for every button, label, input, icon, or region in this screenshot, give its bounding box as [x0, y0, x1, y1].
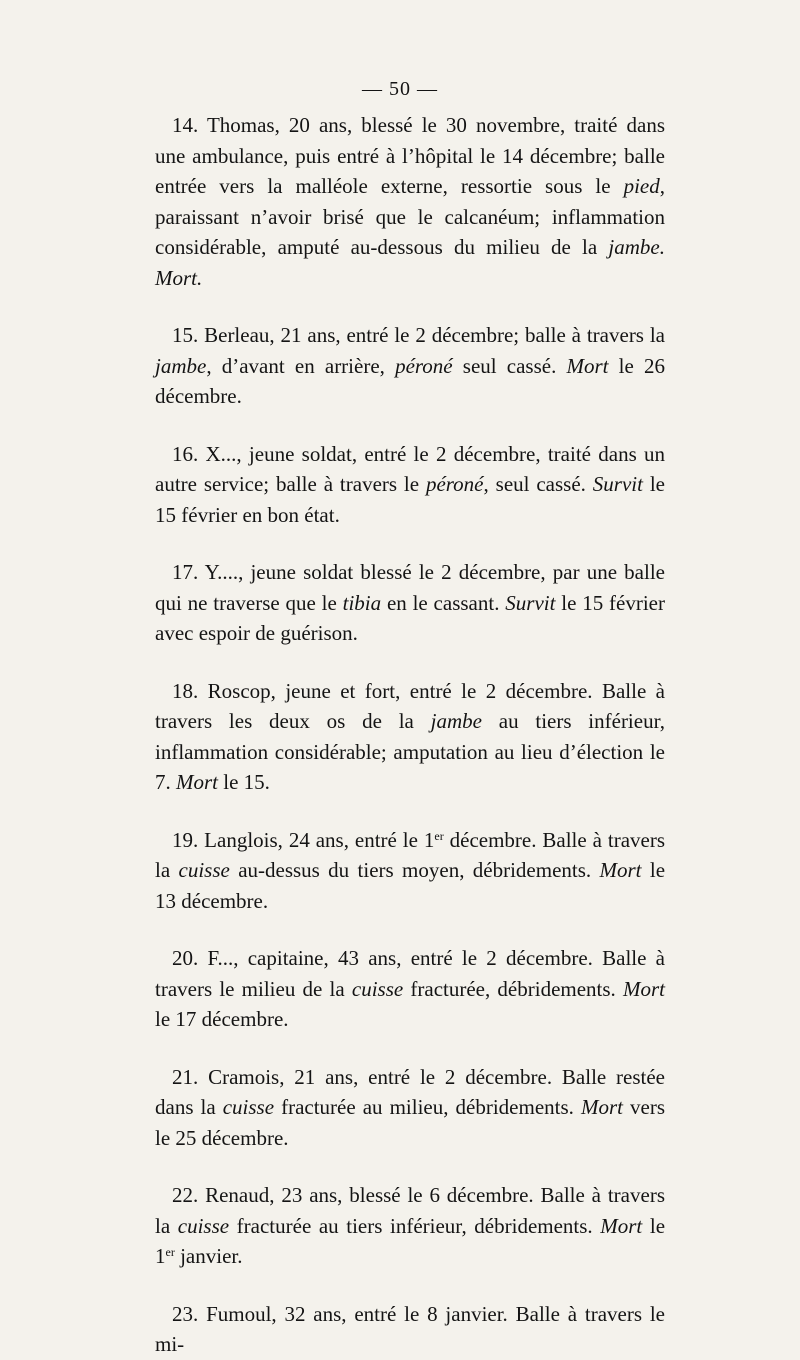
- entry-text: au-dessus du tiers moyen, débridements.: [229, 858, 600, 882]
- case-entry: [155, 557, 665, 649]
- italic-term: Mort: [176, 770, 218, 794]
- entry-text: seul cassé.: [452, 353, 567, 378]
- entry-text: le 15.: [218, 770, 270, 794]
- case-entry: [155, 676, 665, 798]
- entry-text: janvier.: [174, 1244, 243, 1268]
- superscript-text: er: [165, 1245, 175, 1259]
- italic-term: jambe. Mort.: [155, 235, 665, 290]
- italic-term: Mort: [566, 353, 609, 378]
- italic-term: Survit: [592, 472, 643, 496]
- entry-text: le 26 décembre.: [155, 353, 665, 408]
- entry-text: 16. X..., jeune soldat, entré le 2 décembre, traité dans un autre service; balle à travers le: [155, 441, 665, 496]
- entry-text: 22. Renaud, 23 ans, blessé le 6 décembre. Balle à travers la: [155, 1183, 665, 1238]
- entry-text: fracturée au milieu, débridements.: [274, 1095, 581, 1119]
- entry-text: décembre. Balle à travers la: [155, 827, 666, 882]
- entry-text: le 13 décembre.: [155, 858, 666, 913]
- entry-text: , seul cassé.: [483, 472, 593, 496]
- italic-term: Mort: [599, 858, 642, 882]
- case-entry: [155, 110, 665, 293]
- italic-term: cuisse: [351, 976, 404, 1001]
- case-entry: [155, 1299, 665, 1360]
- entry-text: , paraissant n’avoir brisé que le calcanéum; inflammation considérable, amputé au-dessous du milieu de la: [155, 174, 665, 259]
- entry-text: le 15 février avec espoir de guérison.: [155, 590, 665, 645]
- italic-term: cuisse: [177, 1213, 230, 1238]
- italic-term: péroné: [395, 353, 453, 378]
- entry-text: 14. Thomas, 20 ans, blessé le 30 novembre, traité dans une ambulance, puis entré à l’hôpital le 14 décembre; balle entrée vers la malléole externe, ressortie sous le: [155, 113, 665, 198]
- italic-term: Mort: [580, 1095, 623, 1119]
- entry-text: , d’avant en arrière,: [206, 353, 396, 378]
- italic-term: Survit: [505, 590, 556, 615]
- entry-text: vers le 25 décembre.: [155, 1095, 665, 1150]
- italic-term: tibia: [342, 590, 382, 615]
- entry-text: fracturée au tiers inférieur, débridements.: [229, 1213, 601, 1238]
- entry-text: 21. Cramois, 21 ans, entré le 2 décembre. Balle restée dans la: [155, 1064, 665, 1119]
- entry-text: le 1: [155, 1213, 666, 1268]
- italic-term: Mort: [600, 1213, 643, 1238]
- case-entry: [155, 320, 665, 412]
- case-entry: [155, 439, 665, 531]
- italic-term: péroné: [425, 472, 484, 496]
- italic-term: pied: [623, 174, 660, 198]
- entry-text: en le cassant.: [381, 590, 506, 615]
- entry-text: au tiers inférieur, inflammation considérable; amputation au lieu d’élection le 7.: [155, 709, 665, 794]
- italic-term: jambe: [430, 709, 482, 733]
- italic-term: jambe: [155, 353, 207, 378]
- entry-text: le 17 décembre.: [155, 1007, 289, 1031]
- superscript-text: er: [434, 828, 444, 843]
- page-number: — 50 —: [362, 78, 438, 100]
- italic-term: Mort: [623, 976, 665, 1001]
- case-entry: [155, 943, 665, 1035]
- entry-text: 19. Langlois, 24 ans, entré le 1: [172, 827, 435, 852]
- case-entry: [155, 825, 665, 917]
- entry-text: 17. Y...., jeune soldat blessé le 2 décembre, par une balle qui ne traverse que le: [155, 560, 665, 615]
- italic-term: cuisse: [222, 1095, 275, 1119]
- case-entry: [155, 1062, 665, 1154]
- entry-text: 23. Fumoul, 32 ans, entré le 8 janvier. Balle à travers le mi-: [155, 1301, 665, 1356]
- italic-term: cuisse: [178, 858, 230, 882]
- entry-text: 20. F..., capitaine, 43 ans, entré le 2 décembre. Balle à travers le milieu de la: [155, 946, 665, 1001]
- entry-text: fracturée, débridements.: [403, 976, 623, 1001]
- entry-text: 18. Roscop, jeune et fort, entré le 2 décembre. Balle à travers les deux os de la: [155, 678, 665, 733]
- case-entry: [155, 1180, 665, 1272]
- case-list: [155, 110, 665, 1360]
- entry-text: le 15 février en bon état.: [155, 472, 666, 527]
- entry-text: 15. Berleau, 21 ans, entré le 2 décembre; balle à travers la: [172, 323, 665, 347]
